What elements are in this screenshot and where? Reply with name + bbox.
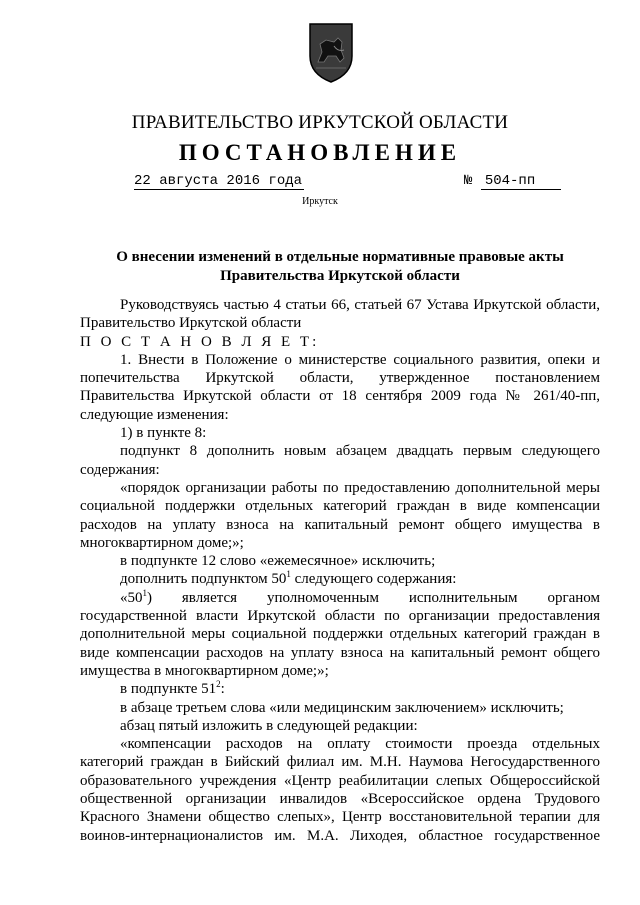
document-number-field [464, 173, 561, 190]
paragraph-quote-3: «компенсации расходов на оплату стоимости проезда отдельных категорий граждан в Бийский филиал им. М.Н. Наумова Негосударственного образовательного учреждения «Центр реабилитации слепых Общероссийской общественной организации инвалидов «Всероссийское ордена Трудового Красного Знамени общество слепых», Центр восстановительной терапии для воинов-интернационалистов им. М.А. Лиходея, областное государственное [80, 736, 600, 844]
paragraph-add-clause [80, 570, 600, 588]
document-subject [80, 248, 600, 286]
superscript: 1 [286, 569, 291, 580]
subject-line-1: О внесении изменений в отдельные нормативные правовые акты [116, 249, 564, 265]
paragraph-clause-8: подпункт 8 дополнить новым абзацем двадцать первым следующего содержания: [80, 443, 600, 478]
paragraph-item-1: 1. Внести в Положение о министерстве социального развития, опеки и попечительства Иркутской области, утвержденное постановлением Правительства Иркутской области от 18 сентября 2009 года № 261/40-пп, следующие изменения: [80, 351, 600, 423]
text-run: ) является уполномоченным исполнительным органом государственной власти Иркутской области по организации предоставления дополнительной меры социальной поддержки отдельных категорий граждан в виде компенсации расходов на уплату взноса на капитальный ремонт общего имущества в многоквартирном доме;»; [80, 589, 600, 679]
paragraph-clause-51 [80, 680, 600, 698]
paragraph-resolves: П О С Т А Н О В Л Я Е Т: [80, 333, 320, 350]
paragraph-quote-2 [80, 589, 600, 680]
text-run: дополнить подпунктом 50 [120, 571, 287, 588]
paragraph-quote-1: «порядок организации работы по предоставлению дополнительной меры социальной поддержки отдельных категорий граждан в виде компенсации расходов на уплату взноса на капитальный ремонт общего имущества в многоквартирном доме;»; [80, 479, 600, 551]
subject-line-2: Правительства Иркутской области [220, 268, 460, 284]
paragraph-abzac-5: абзац пятый изложить в следующей редакции: [120, 717, 418, 734]
paragraph-preamble: Руководствуясь частью 4 статьи 66, статьей 67 Устава Иркутской области, Правительство Иркутской области [80, 297, 600, 332]
superscript: 1 [142, 587, 147, 598]
irkutsk-coat-of-arms-icon [308, 22, 354, 84]
document-city: Иркутск [302, 196, 338, 207]
number-sign: № [464, 173, 473, 189]
paragraph-abzac-3: в абзаце третьем слова «или медицинским заключением» исключить; [120, 699, 564, 716]
document-body [80, 296, 600, 845]
document-type-title: ПОСТАНОВЛЕНИЕ [178, 140, 462, 165]
superscript: 2 [216, 679, 221, 690]
document-number: 504-пп [481, 173, 561, 190]
text-run: в подпункте 51 [120, 681, 217, 698]
text-run: «50 [120, 589, 143, 606]
paragraph-clause-12: в подпункте 12 слово «ежемесячное» исключить; [120, 553, 436, 570]
text-run: следующего содержания: [290, 571, 457, 588]
text-run: : [220, 681, 225, 698]
government-title: ПРАВИТЕЛЬСТВО ИРКУТСКОЙ ОБЛАСТИ [131, 112, 509, 133]
document-date: 22 августа 2016 года [134, 173, 303, 189]
paragraph-subitem-1: 1) в пункте 8: [120, 425, 207, 442]
